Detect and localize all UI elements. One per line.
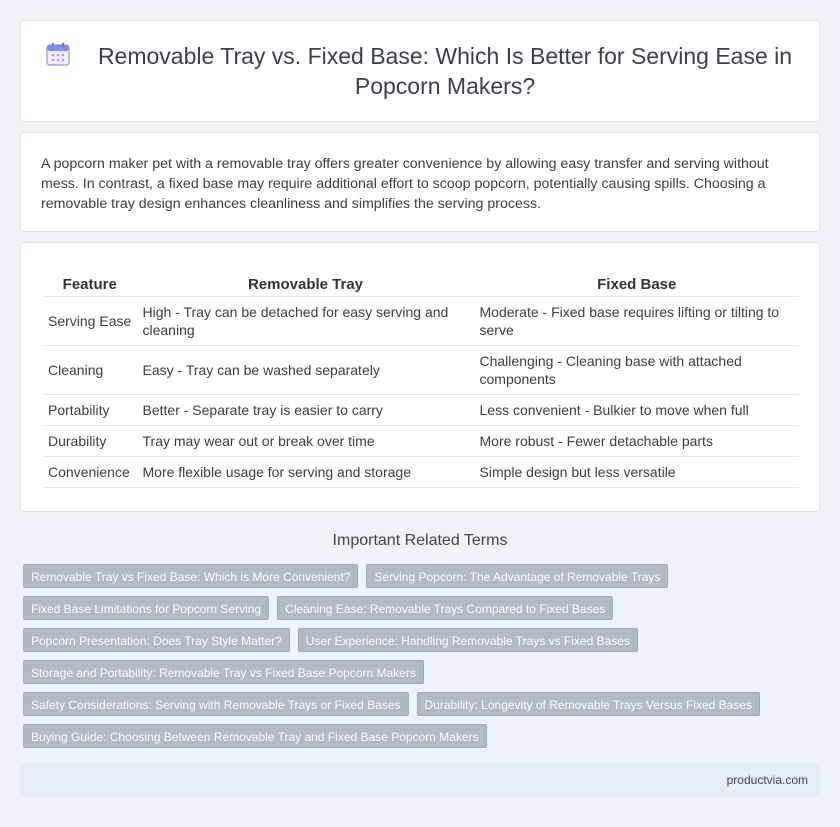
table-row xyxy=(43,457,799,488)
related-term-tag[interactable]: Removable Tray vs Fixed Base: Which is More Convenient? xyxy=(23,564,358,588)
related-term-tag[interactable]: Safety Considerations: Serving with Removable Trays or Fixed Bases xyxy=(23,692,409,716)
related-terms-tags xyxy=(23,564,813,748)
removable-tray-cell: Better - Separate tray is easier to carry xyxy=(137,395,474,426)
table-row xyxy=(43,346,799,395)
feature-cell: Durability xyxy=(43,426,137,457)
column-header-feature: Feature xyxy=(43,271,137,297)
feature-cell: Serving Ease xyxy=(43,297,137,346)
removable-tray-cell: Tray may wear out or break over time xyxy=(137,426,474,457)
fixed-base-cell: Simple design but less versatile xyxy=(474,457,799,488)
related-term-tag[interactable]: Serving Popcorn: The Advantage of Removable Trays xyxy=(366,564,668,588)
header-card xyxy=(20,20,820,122)
related-terms-heading: Important Related Terms xyxy=(332,532,508,549)
related-term-tag[interactable]: Popcorn Presentation: Does Tray Style Matter? xyxy=(23,628,290,652)
removable-tray-cell: Easy - Tray can be washed separately xyxy=(137,346,474,395)
feature-cell: Portability xyxy=(43,395,137,426)
feature-cell: Convenience xyxy=(43,457,137,488)
fixed-base-cell: More robust - Fewer detachable parts xyxy=(474,426,799,457)
intro-card xyxy=(20,132,820,232)
fixed-base-cell: Moderate - Fixed base requires lifting or tilting to serve xyxy=(474,297,799,346)
related-term-tag[interactable]: Buying Guide: Choosing Between Removable Tray and Fixed Base Popcorn Makers xyxy=(23,724,487,748)
related-term-tag[interactable]: Cleaning Ease: Removable Trays Compared to Fixed Bases xyxy=(277,596,613,620)
calendar-icon xyxy=(45,41,71,67)
related-term-tag[interactable]: Fixed Base Limitations for Popcorn Serving xyxy=(23,596,269,620)
feature-cell: Cleaning xyxy=(43,346,137,395)
table-row xyxy=(43,426,799,457)
table-row xyxy=(43,297,799,346)
related-term-tag[interactable]: User Experience: Handling Removable Trays vs Fixed Bases xyxy=(298,628,638,652)
column-header-fixed-base: Fixed Base xyxy=(474,271,799,297)
comparison-table xyxy=(43,271,799,488)
footer xyxy=(20,763,820,797)
footer-site-name[interactable]: productvia.com xyxy=(726,773,808,787)
fixed-base-cell: Less convenient - Bulkier to move when full xyxy=(474,395,799,426)
column-header-removable-tray: Removable Tray xyxy=(137,271,474,297)
removable-tray-cell: More flexible usage for serving and storage xyxy=(137,457,474,488)
page-title: Removable Tray vs. Fixed Base: Which Is Better for Serving Ease in Popcorn Makers? xyxy=(97,43,793,99)
removable-tray-cell: High - Tray can be detached for easy serving and cleaning xyxy=(137,297,474,346)
related-term-tag[interactable]: Storage and Portability: Removable Tray vs Fixed Base Popcorn Makers xyxy=(23,660,424,684)
table-row xyxy=(43,395,799,426)
table-header-row xyxy=(43,271,799,297)
fixed-base-cell: Challenging - Cleaning base with attached components xyxy=(474,346,799,395)
comparison-table-card xyxy=(20,242,820,512)
related-term-tag[interactable]: Durability: Longevity of Removable Trays Versus Fixed Bases xyxy=(417,692,760,716)
intro-paragraph: A popcorn maker pet with a removable tray offers greater convenience by allowing easy transfer and serving without mess. In contrast, a fixed base may require additional effort to scoop popcorn, potentially causing spills. Choosing a removable tray design enhances cleanliness and simplifies the serving process. xyxy=(41,156,769,212)
